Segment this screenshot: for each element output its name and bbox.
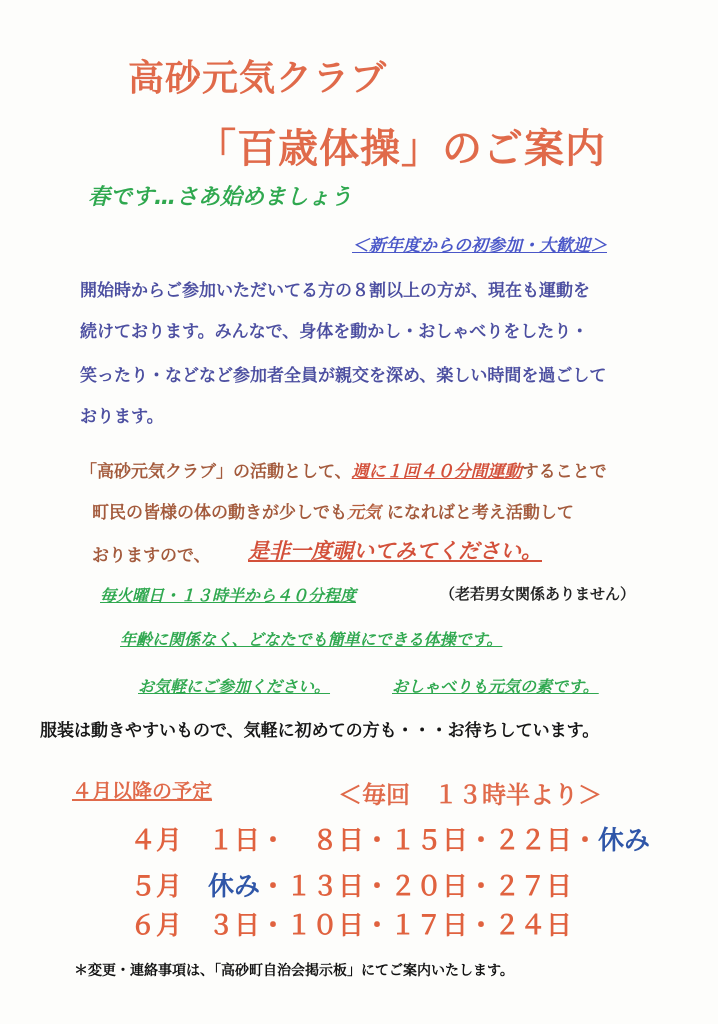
- footer-note: ＊変更・連絡事項は、「高砂町自治会掲示板」にてご案内いたします。: [74, 963, 514, 979]
- green-line-3b: おしゃべりも元気の素です。: [392, 677, 599, 696]
- month-dates: ３日・１０日・１７日・２４日: [208, 911, 573, 941]
- body-line-2: 続けております。みんなで、身体を動かし・おしゃべりをしたり・: [80, 322, 589, 342]
- schedule-row-april: [130, 820, 650, 857]
- rest-label: 休み: [208, 872, 261, 902]
- age-note: （老若男女関係ありません）: [440, 585, 636, 603]
- activity-line-3: おりますので、: [92, 546, 211, 566]
- month-dates: １日・ ８日・１５日・２２日・: [208, 826, 599, 856]
- title-line-1: 高砂元気クラブ: [128, 58, 388, 99]
- tagline: 春です…さあ始めましょう: [88, 185, 353, 210]
- schedule-green: 毎火曜日・１３時半から４０分程度: [100, 586, 357, 605]
- call-to-action: 是非一度覗いてみてください。: [248, 539, 542, 563]
- dress-note: 服装は動きやすいもので、気軽に初めての方も・・・お待ちしています。: [40, 721, 600, 741]
- body-line-4: おります。: [80, 407, 164, 427]
- green-line-3a: お気軽にご参加ください。: [138, 677, 331, 696]
- welcome-note: ＜新年度からの初参加・大歓迎＞: [352, 236, 607, 256]
- schedule-time: ＜毎回 １３時半より＞: [338, 781, 602, 809]
- green-line-2: 年齢に関係なく、どなたでも簡単にできる体操です。: [120, 630, 503, 649]
- body-line-3: 笑ったり・などなど参加者全員が親交を深め、楽しい時間を過ごして: [80, 366, 607, 386]
- activity-line-1: [80, 457, 607, 482]
- schedule-row-june: [130, 905, 572, 942]
- activity-genki: 元気: [347, 503, 381, 523]
- schedule-title: ４月以降の予定: [72, 779, 212, 803]
- title-line-2: 「百歳体操」のご案内: [196, 126, 606, 172]
- activity-line2-post: になればと考え活動して: [381, 503, 574, 523]
- month-label: ５月: [130, 872, 183, 902]
- activity-pre: 「高砂元気クラブ」の活動として、: [80, 462, 352, 482]
- activity-line2-pre: 町民の皆様の体の動きが少しでも: [92, 503, 347, 523]
- month-label: ４月: [130, 826, 183, 856]
- month-label: ６月: [130, 911, 183, 941]
- activity-line-2: [92, 498, 574, 523]
- schedule-row-may: [130, 866, 572, 903]
- month-dates: ・１３日・２０日・２７日: [260, 872, 573, 902]
- rest-label: 休み: [598, 826, 651, 856]
- body-line-1: 開始時からご参加いただいてる方の８割以上の方が、現在も運動を: [80, 281, 590, 301]
- activity-post: することで: [521, 462, 607, 482]
- activity-highlight: 週に１回４０分間運動: [351, 462, 522, 482]
